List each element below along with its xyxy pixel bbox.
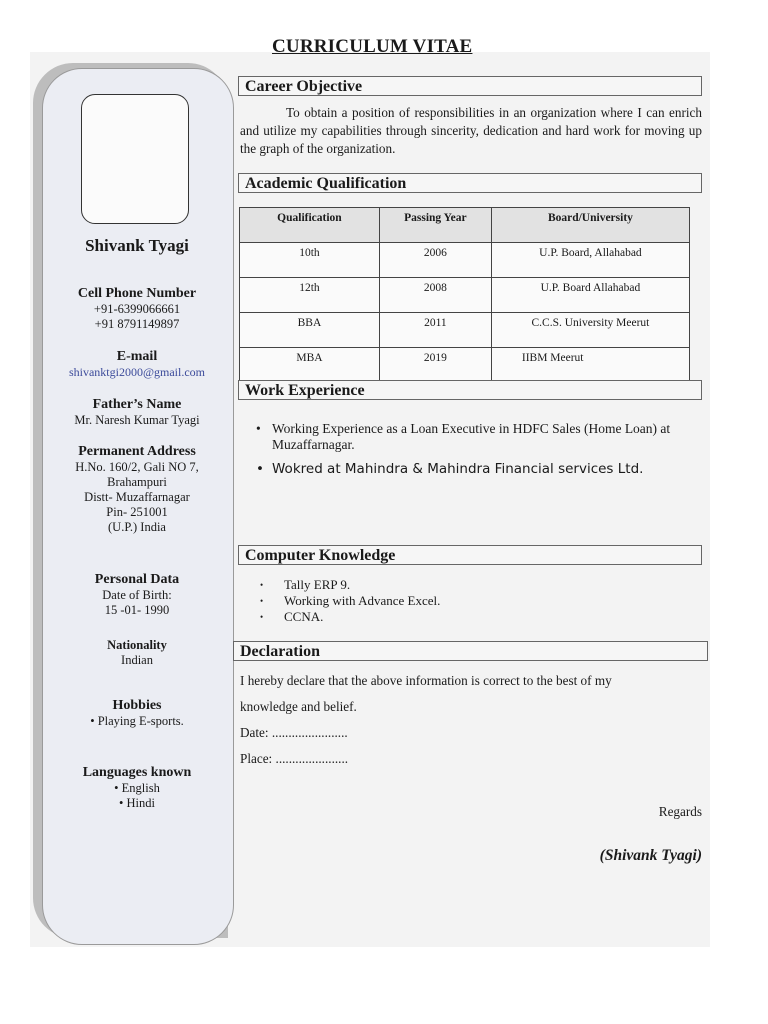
email-section [42,349,232,380]
father-label: Father’s Name [92,397,182,412]
dob-value: 15 -01- 1990 [104,603,170,617]
table-cell: 10th [240,243,380,278]
table-row [240,348,690,383]
list-item [240,421,702,453]
father-section [42,397,232,428]
computer-knowledge-list [240,577,440,625]
table-cell: IIBM Meerut [491,348,689,383]
declaration-line-2: knowledge and belief. [240,699,357,714]
address-label: Permanent Address [78,444,196,459]
skill-text: CCNA. [284,609,324,624]
address-line: Pin- 251001 [106,505,168,519]
place-field: Place: ...................... [240,751,349,766]
address-line: Distt- Muzaffarnagar [84,490,190,504]
phone-section [42,286,232,332]
list-item [240,577,440,593]
language-item: • English [114,781,160,795]
address-section [42,444,232,535]
skill-text: Tally ERP 9. [284,577,351,592]
work-item-text: Wokred at Mahindra & Mahindra Financial services Ltd. [272,461,644,477]
declaration-heading: Declaration [233,641,708,661]
table-cell: 12th [240,278,380,313]
nationality-value: Indian [121,653,153,667]
personal-label: Personal Data [94,572,180,587]
career-objective-text: To obtain a position of responsibilities in an organization where I can enrich and utilize my capabilities through sincerity, dedication and hard work for moving up the graph of the organization. [240,105,702,156]
hobbies-section [42,698,232,729]
bullet-icon: • [256,421,261,436]
column-header: Passing Year [379,208,491,243]
work-item-text: Working Experience as a Loan Executive in HDFC Sales (Home Loan) at Muzaffarnagar. [272,421,671,452]
career-objective-heading: Career Objective [238,76,702,96]
list-item [240,461,702,477]
table-cell: MBA [240,348,380,383]
table-row [240,243,690,278]
page-title: CURRICULUM VITAE [272,36,473,57]
hobbies-label: Hobbies [112,698,162,713]
phone-number-1: +91-6399066661 [93,302,181,316]
academic-heading: Academic Qualification [238,173,702,193]
table-cell: BBA [240,313,380,348]
column-header: Board/University [491,208,689,243]
address-line: H.No. 160/2, Gali NO 7, [75,460,199,474]
nationality-section [42,638,232,668]
work-experience-heading: Work Experience [238,380,702,400]
email-label: E-mail [116,349,158,364]
address-line: (U.P.) India [108,520,166,534]
nationality-label: Nationality [107,638,167,652]
signature-name: (Shivank Tyagi) [599,847,702,864]
table-cell: 2011 [379,313,491,348]
personal-section [42,572,232,618]
photo-placeholder [81,94,189,224]
table-row [240,313,690,348]
phone-number-2: +91 8791149897 [94,317,180,331]
table-cell: 2006 [379,243,491,278]
skill-text: Working with Advance Excel. [284,593,441,608]
table-cell: 2019 [379,348,491,383]
languages-section [42,765,232,811]
table-row [240,278,690,313]
hobby-item: • Playing E-sports. [90,714,184,728]
father-name: Mr. Naresh Kumar Tyagi [74,413,200,427]
academic-table [239,207,690,383]
computer-knowledge-heading: Computer Knowledge [238,545,702,565]
list-item [240,609,440,625]
regards-text: Regards [658,804,702,819]
date-field: Date: ....................... [240,725,348,740]
candidate-name: Shivank Tyagi [85,236,189,255]
work-experience-list [240,421,702,477]
languages-label: Languages known [82,765,192,780]
bullet-icon: • [260,580,264,590]
bullet-icon: • [260,596,264,606]
language-item: • Hindi [119,796,155,810]
address-line: Brahampuri [107,475,167,489]
declaration-line-1: I hereby declare that the above information is correct to the best of my [240,673,612,688]
dob-label: Date of Birth: [102,588,172,602]
column-header: Qualification [240,208,380,243]
table-cell: U.P. Board, Allahabad [491,243,689,278]
list-item [240,593,440,609]
phone-label: Cell Phone Number [77,286,197,301]
email-link[interactable]: shivanktgi2000@gmail.com [68,365,206,379]
table-cell: U.P. Board Allahabad [491,278,689,313]
table-cell: 2008 [379,278,491,313]
bullet-icon: • [260,612,264,622]
table-header-row [240,208,690,243]
table-cell: C.C.S. University Meerut [491,313,689,348]
bullet-icon: • [256,461,264,477]
